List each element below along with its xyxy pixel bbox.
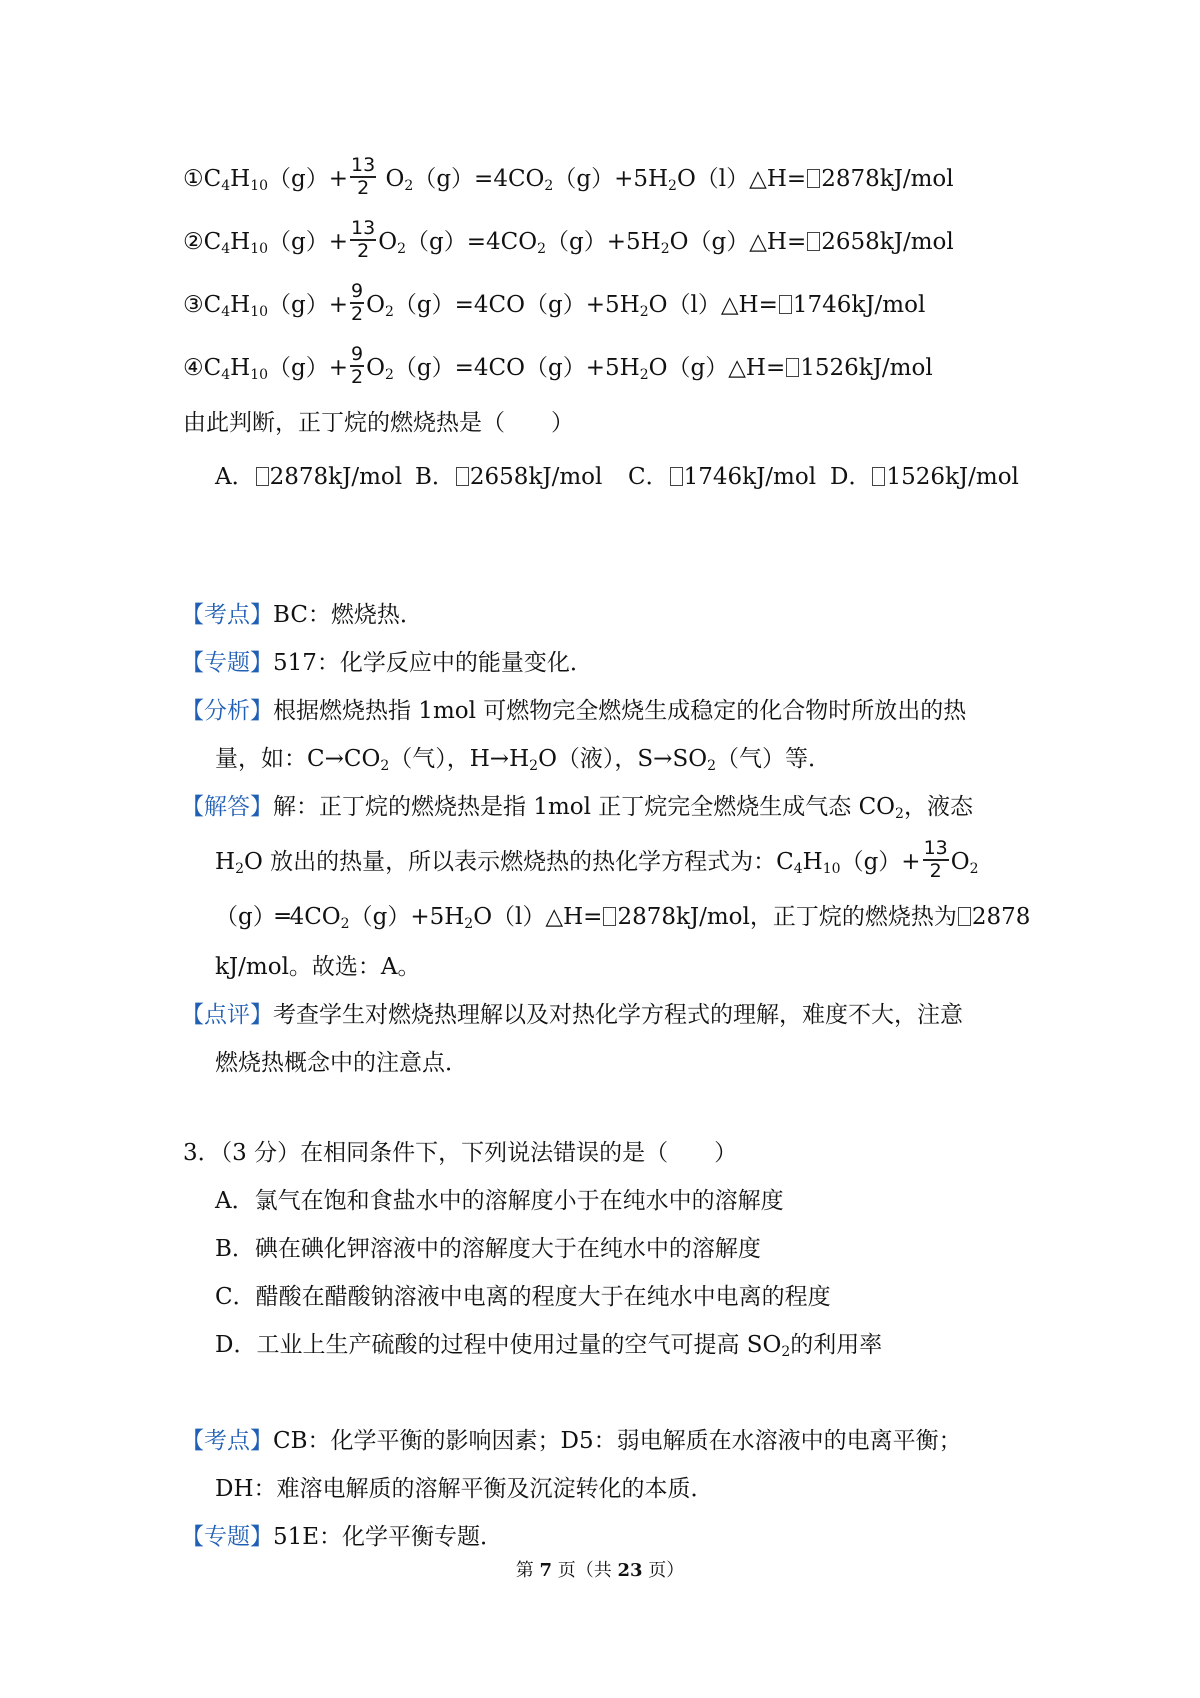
fraction: $\frac{9}{2}$	[351, 280, 364, 325]
fenxi-line-2: 量，如：$C\to CO_2$（气），$H\to H_2O$（液），$S\to SO_2$（气）等．	[215, 746, 831, 774]
q3-option-a: A．氯气在饱和食盐水中的溶解度小于在纯水中的溶解度	[215, 1188, 784, 1214]
kaodian-tag: 【考点】	[181, 602, 273, 628]
dianping-line-2: 燃烧热概念中的注意点．	[215, 1050, 468, 1076]
missing-glyph-box	[256, 467, 269, 486]
equation-1: $①C_4H_{10}(g)+$ $\frac{13}{2}$ $O_2(g)=4CO_2(g)+5H_2O(l)\triangle H= 2878kJ/mol$	[183, 154, 954, 199]
missing-glyph-box	[958, 907, 971, 926]
dianping-line-1: 【点评】考查学生对燃烧热理解以及对热化学方程式的理解，难度不大，注意	[181, 1002, 963, 1028]
option-b: B． 2658kJ/mol	[415, 464, 603, 490]
q3-option-b: B．碘在碘化钾溶液中的溶解度大于在纯水中的溶解度	[215, 1236, 761, 1262]
zhuanti-tag: 【专题】	[181, 650, 273, 676]
missing-glyph-box	[456, 467, 469, 486]
missing-glyph-box	[670, 467, 683, 486]
a3-zhuanti-line: 【专题】51E：化学平衡专题．	[181, 1524, 504, 1550]
missing-glyph-box	[603, 907, 616, 926]
jieda-line-3: $(g)═4CO_2(g)+5H_2O(l)\triangle H= 2878kJ/mol$，正丁烷的燃烧热为 2878	[215, 904, 1031, 932]
fenxi-tag: 【分析】	[181, 698, 273, 724]
zhuanti-line: 【专题】517：化学反应中的能量变化．	[181, 650, 593, 676]
kaodian-line: 【考点】BC：燃烧热．	[181, 602, 423, 628]
page-number: 7	[539, 1560, 552, 1581]
jieda-tag: 【解答】	[181, 794, 273, 820]
option-d: D． 1526kJ/mol	[830, 464, 1019, 490]
missing-glyph-box	[807, 232, 820, 251]
fraction: $\frac{13}{2}$	[351, 154, 376, 199]
question-3-stem: 3．（3 分）在相同条件下，下列说法错误的是（ ）	[183, 1140, 738, 1166]
zhuanti-tag: 【专题】	[181, 1524, 273, 1550]
a3-kaodian-line-1: 【考点】CB：化学平衡的影响因素；D5：弱电解质在水溶液中的电离平衡；	[181, 1428, 962, 1454]
missing-glyph-box	[779, 295, 792, 314]
question-2-stem: 由此判断，正丁烷的燃烧热是（ ）	[183, 410, 574, 436]
equation-4: $④C_4H_{10}(g)+$ $\frac{9}{2}$ $O_2(g)=4CO(g)+5H_2O(g)\triangle H= 1526kJ/mol$	[183, 343, 933, 388]
fraction: $\frac{13}{2}$	[923, 837, 948, 882]
jieda-line-2: $H_2O$ 放出的热量，所以表示燃烧热的热化学方程式为：$C_4H_{10}(g)+$ $\frac{13}{2}$ $O_2$	[215, 837, 979, 882]
equation-3: $③C_4H_{10}(g)+$ $\frac{9}{2}$ $O_2(g)=4CO(g)+5H_2O(l)\triangle H= 1746kJ/mol$	[183, 280, 926, 325]
fraction: $\frac{9}{2}$	[351, 343, 364, 388]
q3-option-d: D．工业上生产硫酸的过程中使用过量的空气可提高 $SO_2$的利用率	[215, 1332, 883, 1360]
missing-glyph-box	[807, 169, 820, 188]
fraction: $\frac{13}{2}$	[351, 217, 376, 262]
dianping-tag: 【点评】	[181, 1002, 273, 1028]
equation-2: $②C_4H_{10}(g)+$ $\frac{13}{2}$ $O_2(g)=4CO_2(g)+5H_2O(g)\triangle H= 2658kJ/mol$	[183, 217, 954, 262]
jieda-line-4: kJ/mol。故选：A。	[215, 954, 421, 980]
kaodian-tag: 【考点】	[181, 1428, 273, 1454]
option-c: C． 1746kJ/mol	[628, 464, 817, 490]
page-total: 23	[617, 1560, 643, 1581]
a3-kaodian-line-2: DH：难溶电解质的溶解平衡及沉淀转化的本质．	[215, 1476, 714, 1502]
fenxi-line-1: 【分析】根据燃烧热指 1mol 可燃物完全燃烧生成稳定的化合物时所放出的热	[181, 698, 967, 724]
missing-glyph-box	[786, 358, 799, 377]
q3-option-c: C．醋酸在醋酸钠溶液中电离的程度大于在纯水中电离的程度	[215, 1284, 831, 1310]
option-a: A． 2878kJ/mol	[215, 464, 403, 490]
page-footer: 第 7 页（共 23 页）	[515, 1560, 685, 1581]
missing-glyph-box	[872, 467, 885, 486]
jieda-line-1: 【解答】解：正丁烷的燃烧热是指 1mol 正丁烷完全燃烧生成气态 $CO_2$，液态	[181, 794, 973, 822]
